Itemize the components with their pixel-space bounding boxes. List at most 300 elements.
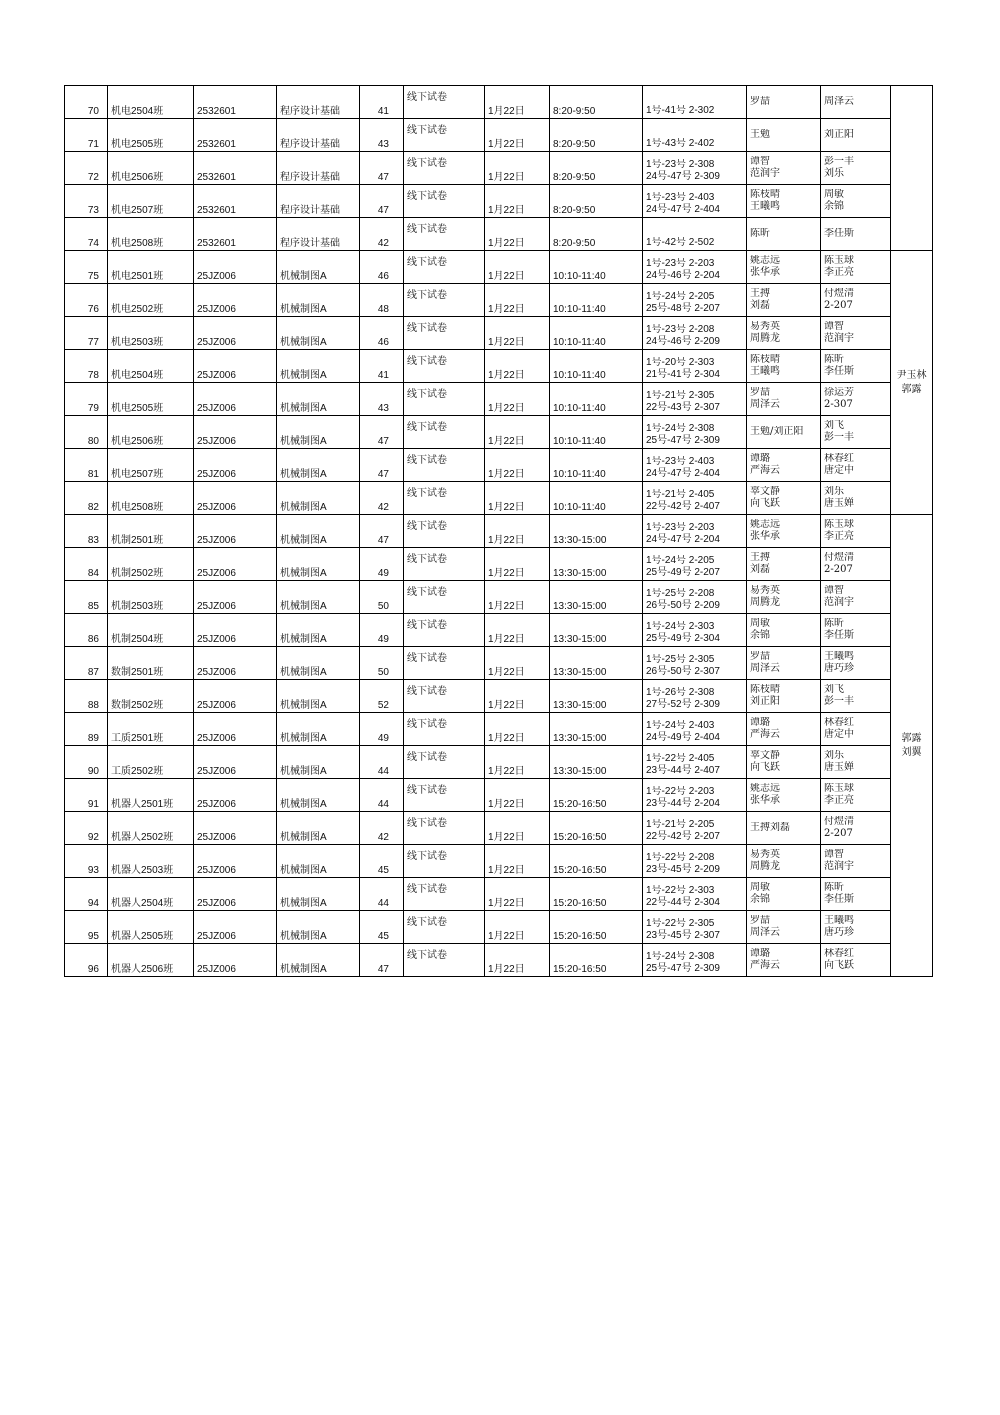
exam-room-line: 22号-42号 2-407: [646, 501, 720, 512]
class-name: 机电2505班: [108, 383, 194, 416]
exam-room: [643, 119, 747, 152]
chief-invigilator: [891, 86, 933, 251]
exam-mode: 线下试卷: [404, 614, 485, 647]
invigilator-2-line: 周泽云: [824, 96, 854, 107]
course-name: 程序设计基础: [277, 218, 360, 251]
exam-room: [643, 845, 747, 878]
invigilator-2-line: 徐运芳: [824, 387, 854, 398]
invigilator-2-line: 陈玉球: [824, 255, 854, 266]
row-number: 92: [65, 812, 108, 845]
exam-mode: 线下试卷: [404, 416, 485, 449]
invigilator-1-line: 易秀英: [750, 849, 780, 860]
exam-room: [643, 647, 747, 680]
invigilator-2-line: 王曦鸣: [824, 651, 854, 662]
exam-room-line: 1号-24号 2-205: [646, 291, 715, 302]
exam-date: 1月22日: [485, 119, 550, 152]
invigilator-1-line: 刘磊: [750, 564, 770, 575]
invigilator-2: [821, 845, 891, 878]
exam-room: [643, 713, 747, 746]
row-number: 77: [65, 317, 108, 350]
invigilator-1-line: 余锦: [750, 630, 770, 641]
exam-room-line: 24号-47号 2-404: [646, 468, 720, 479]
course-name: 机械制图A: [277, 713, 360, 746]
invigilator-2-line: 唐定中: [824, 729, 854, 740]
exam-time: 10:10-11:40: [550, 449, 643, 482]
invigilator-2-line: 王曦鸣: [824, 915, 854, 926]
exam-room-line: 1号-24号 2-403: [646, 720, 715, 731]
invigilator-1-line: 陈枝晴: [750, 354, 780, 365]
student-count: 49: [360, 614, 404, 647]
exam-room: [643, 614, 747, 647]
student-count: 42: [360, 482, 404, 515]
student-count: 50: [360, 581, 404, 614]
row-number: 81: [65, 449, 108, 482]
course-code: 25JZ006: [194, 614, 277, 647]
invigilator-2-line: 彭一丰: [824, 156, 854, 167]
course-code: 25JZ006: [194, 812, 277, 845]
student-count: 44: [360, 878, 404, 911]
invigilator-1-line: 罗喆: [750, 96, 770, 107]
invigilator-1: [747, 284, 821, 317]
table-row: [65, 713, 933, 746]
invigilator-1-line: 向飞跃: [750, 498, 780, 509]
exam-date: 1月22日: [485, 812, 550, 845]
row-number: 79: [65, 383, 108, 416]
invigilator-2-line: 陈昕: [824, 882, 844, 893]
exam-room: [643, 251, 747, 284]
invigilator-2-line: 范润宇: [824, 861, 854, 872]
course-name: 机械制图A: [277, 878, 360, 911]
invigilator-2-line: 刘飞: [824, 420, 844, 431]
student-count: 50: [360, 647, 404, 680]
invigilator-1: [747, 647, 821, 680]
exam-mode: 线下试卷: [404, 812, 485, 845]
student-count: 47: [360, 416, 404, 449]
invigilator-2-line: 刘飞: [824, 684, 844, 695]
invigilator-2-line: 2-207: [824, 300, 853, 311]
exam-time: 15:20-16:50: [550, 911, 643, 944]
invigilator-2-line: 刘乐: [824, 750, 844, 761]
exam-room-line: 1号-21号 2-305: [646, 390, 715, 401]
invigilator-1-line: 易秀英: [750, 321, 780, 332]
student-count: 46: [360, 251, 404, 284]
invigilator-2-line: 唐定中: [824, 465, 854, 476]
invigilator-2-line: 林春红: [824, 948, 854, 959]
student-count: 44: [360, 779, 404, 812]
invigilator-1: [747, 746, 821, 779]
row-number: 90: [65, 746, 108, 779]
exam-room: [643, 680, 747, 713]
invigilator-1-line: 严海云: [750, 960, 780, 971]
exam-room: [643, 449, 747, 482]
invigilator-1-line: 陈昕: [750, 228, 770, 239]
invigilator-1-line: 辜文静: [750, 750, 780, 761]
exam-date: 1月22日: [485, 416, 550, 449]
exam-date: 1月22日: [485, 680, 550, 713]
exam-room: [643, 548, 747, 581]
exam-room-line: 1号-24号 2-303: [646, 621, 715, 632]
exam-room-line: 1号-24号 2-205: [646, 555, 715, 566]
exam-room-line: 1号-23号 2-203: [646, 258, 715, 269]
invigilator-1-line: 张华承: [750, 267, 780, 278]
exam-room-line: 1号-24号 2-308: [646, 951, 715, 962]
exam-time: 13:30-15:00: [550, 515, 643, 548]
exam-room: [643, 944, 747, 977]
exam-mode: 线下试卷: [404, 845, 485, 878]
invigilator-1: [747, 515, 821, 548]
invigilator-2-line: 林春红: [824, 717, 854, 728]
invigilator-2-line: 李任斯: [824, 894, 854, 905]
invigilator-1-line: 姚志远: [750, 783, 780, 794]
table-row: [65, 218, 933, 251]
exam-date: 1月22日: [485, 911, 550, 944]
invigilator-2: [821, 812, 891, 845]
course-code: 25JZ006: [194, 482, 277, 515]
exam-date: 1月22日: [485, 218, 550, 251]
class-name: 机电2505班: [108, 119, 194, 152]
student-count: 44: [360, 746, 404, 779]
invigilator-2: [821, 185, 891, 218]
exam-time: 10:10-11:40: [550, 482, 643, 515]
exam-time: 8:20-9:50: [550, 218, 643, 251]
exam-room-line: 24号-46号 2-204: [646, 270, 720, 281]
course-name: 机械制图A: [277, 746, 360, 779]
invigilator-2: [821, 581, 891, 614]
invigilator-1-line: 易秀英: [750, 585, 780, 596]
class-name: 机器人2502班: [108, 812, 194, 845]
invigilator-1: [747, 317, 821, 350]
exam-room-line: 1号-26号 2-308: [646, 687, 715, 698]
invigilator-2-line: 范润宇: [824, 597, 854, 608]
course-name: 机械制图A: [277, 416, 360, 449]
student-count: 47: [360, 944, 404, 977]
invigilator-2: [821, 119, 891, 152]
student-count: 48: [360, 284, 404, 317]
exam-date: 1月22日: [485, 515, 550, 548]
course-name: 机械制图A: [277, 284, 360, 317]
class-name: 工质2501班: [108, 713, 194, 746]
invigilator-1-line: 余锦: [750, 894, 770, 905]
course-code: 25JZ006: [194, 284, 277, 317]
invigilator-1: [747, 86, 821, 119]
course-name: 机械制图A: [277, 614, 360, 647]
exam-mode: 线下试卷: [404, 350, 485, 383]
invigilator-1-line: 王搏刘磊: [750, 822, 790, 833]
exam-room-line: 1号-43号 2-402: [646, 138, 715, 149]
table-row: [65, 284, 933, 317]
invigilator-2-line: 唐玉婵: [824, 498, 854, 509]
row-number: 87: [65, 647, 108, 680]
invigilator-1-line: 周腾龙: [750, 597, 780, 608]
exam-room-line: 1号-23号 2-308: [646, 159, 715, 170]
student-count: 47: [360, 152, 404, 185]
invigilator-2-line: 谭智: [824, 849, 844, 860]
course-code: 25JZ006: [194, 713, 277, 746]
invigilator-2-line: 刘乐: [824, 168, 844, 179]
course-code: 25JZ006: [194, 449, 277, 482]
exam-time: 13:30-15:00: [550, 548, 643, 581]
exam-time: 13:30-15:00: [550, 746, 643, 779]
table-body: [65, 86, 933, 977]
table-row: [65, 317, 933, 350]
exam-time: 8:20-9:50: [550, 152, 643, 185]
course-code: 25JZ006: [194, 680, 277, 713]
exam-time: 10:10-11:40: [550, 317, 643, 350]
chief-invigilator-line: 刘翼: [901, 746, 922, 758]
course-code: 25JZ006: [194, 779, 277, 812]
table-row: [65, 779, 933, 812]
student-count: 47: [360, 449, 404, 482]
exam-mode: 线下试卷: [404, 548, 485, 581]
row-number: 95: [65, 911, 108, 944]
invigilator-2-line: 余锦: [824, 201, 844, 212]
exam-room-line: 23号-45号 2-209: [646, 864, 720, 875]
exam-room: [643, 746, 747, 779]
class-name: 机器人2506班: [108, 944, 194, 977]
invigilator-2-line: 谭智: [824, 585, 844, 596]
class-name: 机电2503班: [108, 317, 194, 350]
exam-mode: 线下试卷: [404, 317, 485, 350]
course-code: 2532601: [194, 218, 277, 251]
invigilator-1-line: 周泽云: [750, 399, 780, 410]
exam-room-line: 24号-47号 2-404: [646, 204, 720, 215]
invigilator-1-line: 严海云: [750, 729, 780, 740]
course-code: 25JZ006: [194, 251, 277, 284]
course-name: 机械制图A: [277, 680, 360, 713]
invigilator-2-line: 李任斯: [824, 366, 854, 377]
course-name: 机械制图A: [277, 581, 360, 614]
exam-mode: 线下试卷: [404, 944, 485, 977]
course-name: 机械制图A: [277, 350, 360, 383]
invigilator-2-line: 林春红: [824, 453, 854, 464]
invigilator-1-line: 范润宇: [750, 168, 780, 179]
invigilator-1-line: 姚志远: [750, 255, 780, 266]
class-name: 机电2508班: [108, 482, 194, 515]
exam-room-line: 1号-23号 2-208: [646, 324, 715, 335]
invigilator-1-line: 周泽云: [750, 663, 780, 674]
student-count: 45: [360, 911, 404, 944]
class-name: 机制2503班: [108, 581, 194, 614]
course-name: 机械制图A: [277, 317, 360, 350]
invigilator-2: [821, 746, 891, 779]
invigilator-2: [821, 515, 891, 548]
exam-room-line: 1号-22号 2-203: [646, 786, 715, 797]
table-row: [65, 548, 933, 581]
exam-room-line: 1号-20号 2-303: [646, 357, 715, 368]
invigilator-1: [747, 548, 821, 581]
exam-room-line: 22号-42号 2-207: [646, 831, 720, 842]
course-code: 25JZ006: [194, 350, 277, 383]
invigilator-2: [821, 449, 891, 482]
exam-room-line: 26号-50号 2-209: [646, 600, 720, 611]
course-code: 25JZ006: [194, 416, 277, 449]
exam-date: 1月22日: [485, 779, 550, 812]
student-count: 45: [360, 845, 404, 878]
exam-room: [643, 779, 747, 812]
course-code: 25JZ006: [194, 383, 277, 416]
chief-invigilator-line: 尹玉林: [896, 369, 927, 381]
exam-mode: 线下试卷: [404, 86, 485, 119]
invigilator-1: [747, 680, 821, 713]
row-number: 94: [65, 878, 108, 911]
exam-mode: 线下试卷: [404, 746, 485, 779]
exam-mode: 线下试卷: [404, 251, 485, 284]
invigilator-2-line: 付煜清: [824, 552, 854, 563]
exam-room-line: 1号-41号 2-302: [646, 105, 715, 116]
exam-date: 1月22日: [485, 284, 550, 317]
invigilator-1: [747, 119, 821, 152]
exam-time: 15:20-16:50: [550, 845, 643, 878]
invigilator-2: [821, 350, 891, 383]
invigilator-2-line: 付煜清: [824, 288, 854, 299]
exam-date: 1月22日: [485, 449, 550, 482]
course-name: 机械制图A: [277, 548, 360, 581]
table-row: [65, 878, 933, 911]
exam-room: [643, 416, 747, 449]
invigilator-1: [747, 845, 821, 878]
exam-room: [643, 911, 747, 944]
row-number: 86: [65, 614, 108, 647]
course-name: 机械制图A: [277, 812, 360, 845]
row-number: 89: [65, 713, 108, 746]
invigilator-2-line: 彭一丰: [824, 432, 854, 443]
exam-room-line: 25号-48号 2-207: [646, 303, 720, 314]
exam-room-line: 25号-49号 2-304: [646, 633, 720, 644]
class-name: 机电2506班: [108, 152, 194, 185]
chief-invigilator: [891, 251, 933, 515]
invigilator-2-line: 彭一丰: [824, 696, 854, 707]
invigilator-2: [821, 680, 891, 713]
exam-time: 13:30-15:00: [550, 680, 643, 713]
exam-room-line: 1号-21号 2-205: [646, 819, 715, 830]
course-code: 25JZ006: [194, 317, 277, 350]
invigilator-1-line: 罗喆: [750, 651, 770, 662]
exam-mode: 线下试卷: [404, 647, 485, 680]
student-count: 46: [360, 317, 404, 350]
table-row: [65, 416, 933, 449]
exam-time: 10:10-11:40: [550, 284, 643, 317]
student-count: 42: [360, 218, 404, 251]
invigilator-1-line: 王搏: [750, 552, 770, 563]
invigilator-1: [747, 878, 821, 911]
exam-room-line: 1号-24号 2-308: [646, 423, 715, 434]
exam-date: 1月22日: [485, 713, 550, 746]
row-number: 78: [65, 350, 108, 383]
exam-room-line: 22号-44号 2-304: [646, 897, 720, 908]
exam-mode: 线下试卷: [404, 581, 485, 614]
exam-date: 1月22日: [485, 548, 550, 581]
exam-mode: 线下试卷: [404, 383, 485, 416]
exam-room-line: 23号-45号 2-307: [646, 930, 720, 941]
invigilator-2: [821, 614, 891, 647]
invigilator-1-line: 王曦鸣: [750, 201, 780, 212]
invigilator-2-line: 唐玉婵: [824, 762, 854, 773]
exam-time: 15:20-16:50: [550, 944, 643, 977]
invigilator-1: [747, 416, 821, 449]
course-code: 25JZ006: [194, 878, 277, 911]
invigilator-1: [747, 911, 821, 944]
student-count: 43: [360, 119, 404, 152]
course-code: 25JZ006: [194, 746, 277, 779]
invigilator-2-line: 2-207: [824, 828, 853, 839]
exam-room-line: 1号-23号 2-403: [646, 456, 715, 467]
invigilator-1-line: 陈枝晴: [750, 684, 780, 695]
exam-room-line: 21号-41号 2-304: [646, 369, 720, 380]
invigilator-2: [821, 86, 891, 119]
exam-room-line: 1号-42号 2-502: [646, 237, 715, 248]
exam-date: 1月22日: [485, 878, 550, 911]
course-name: 机械制图A: [277, 515, 360, 548]
invigilator-2: [821, 317, 891, 350]
exam-time: 13:30-15:00: [550, 581, 643, 614]
exam-time: 8:20-9:50: [550, 185, 643, 218]
class-name: 机电2501班: [108, 251, 194, 284]
class-name: 机制2502班: [108, 548, 194, 581]
row-number: 85: [65, 581, 108, 614]
exam-mode: 线下试卷: [404, 779, 485, 812]
course-code: 25JZ006: [194, 944, 277, 977]
exam-time: 8:20-9:50: [550, 119, 643, 152]
invigilator-1: [747, 779, 821, 812]
table-row: [65, 911, 933, 944]
invigilator-1-line: 王勉/刘正阳: [750, 426, 804, 437]
class-name: 机器人2503班: [108, 845, 194, 878]
exam-time: 15:20-16:50: [550, 779, 643, 812]
invigilator-2: [821, 218, 891, 251]
course-name: 程序设计基础: [277, 185, 360, 218]
table-row: [65, 350, 933, 383]
class-name: 机电2502班: [108, 284, 194, 317]
course-name: 程序设计基础: [277, 152, 360, 185]
invigilator-1-line: 张华承: [750, 531, 780, 542]
class-name: 机电2506班: [108, 416, 194, 449]
exam-date: 1月22日: [485, 152, 550, 185]
row-number: 70: [65, 86, 108, 119]
table-row: [65, 185, 933, 218]
exam-room-line: 1号-22号 2-208: [646, 852, 715, 863]
student-count: 47: [360, 185, 404, 218]
table-row: [65, 614, 933, 647]
course-name: 机械制图A: [277, 911, 360, 944]
exam-room-line: 1号-23号 2-203: [646, 522, 715, 533]
invigilator-1: [747, 713, 821, 746]
class-name: 数制2502班: [108, 680, 194, 713]
exam-time: 13:30-15:00: [550, 647, 643, 680]
invigilator-2-line: 2-207: [824, 564, 853, 575]
class-name: 机电2508班: [108, 218, 194, 251]
exam-mode: 线下试卷: [404, 878, 485, 911]
exam-room: [643, 878, 747, 911]
exam-mode: 线下试卷: [404, 482, 485, 515]
chief-invigilator-line: 郭露: [901, 383, 922, 395]
course-code: 25JZ006: [194, 515, 277, 548]
student-count: 43: [360, 383, 404, 416]
exam-room: [643, 284, 747, 317]
row-number: 75: [65, 251, 108, 284]
invigilator-1: [747, 449, 821, 482]
invigilator-1-line: 罗喆: [750, 915, 770, 926]
exam-date: 1月22日: [485, 251, 550, 284]
course-name: 机械制图A: [277, 647, 360, 680]
exam-date: 1月22日: [485, 746, 550, 779]
exam-date: 1月22日: [485, 317, 550, 350]
course-name: 程序设计基础: [277, 86, 360, 119]
student-count: 41: [360, 86, 404, 119]
invigilator-1: [747, 812, 821, 845]
exam-date: 1月22日: [485, 845, 550, 878]
invigilator-1-line: 严海云: [750, 465, 780, 476]
exam-mode: 线下试卷: [404, 515, 485, 548]
